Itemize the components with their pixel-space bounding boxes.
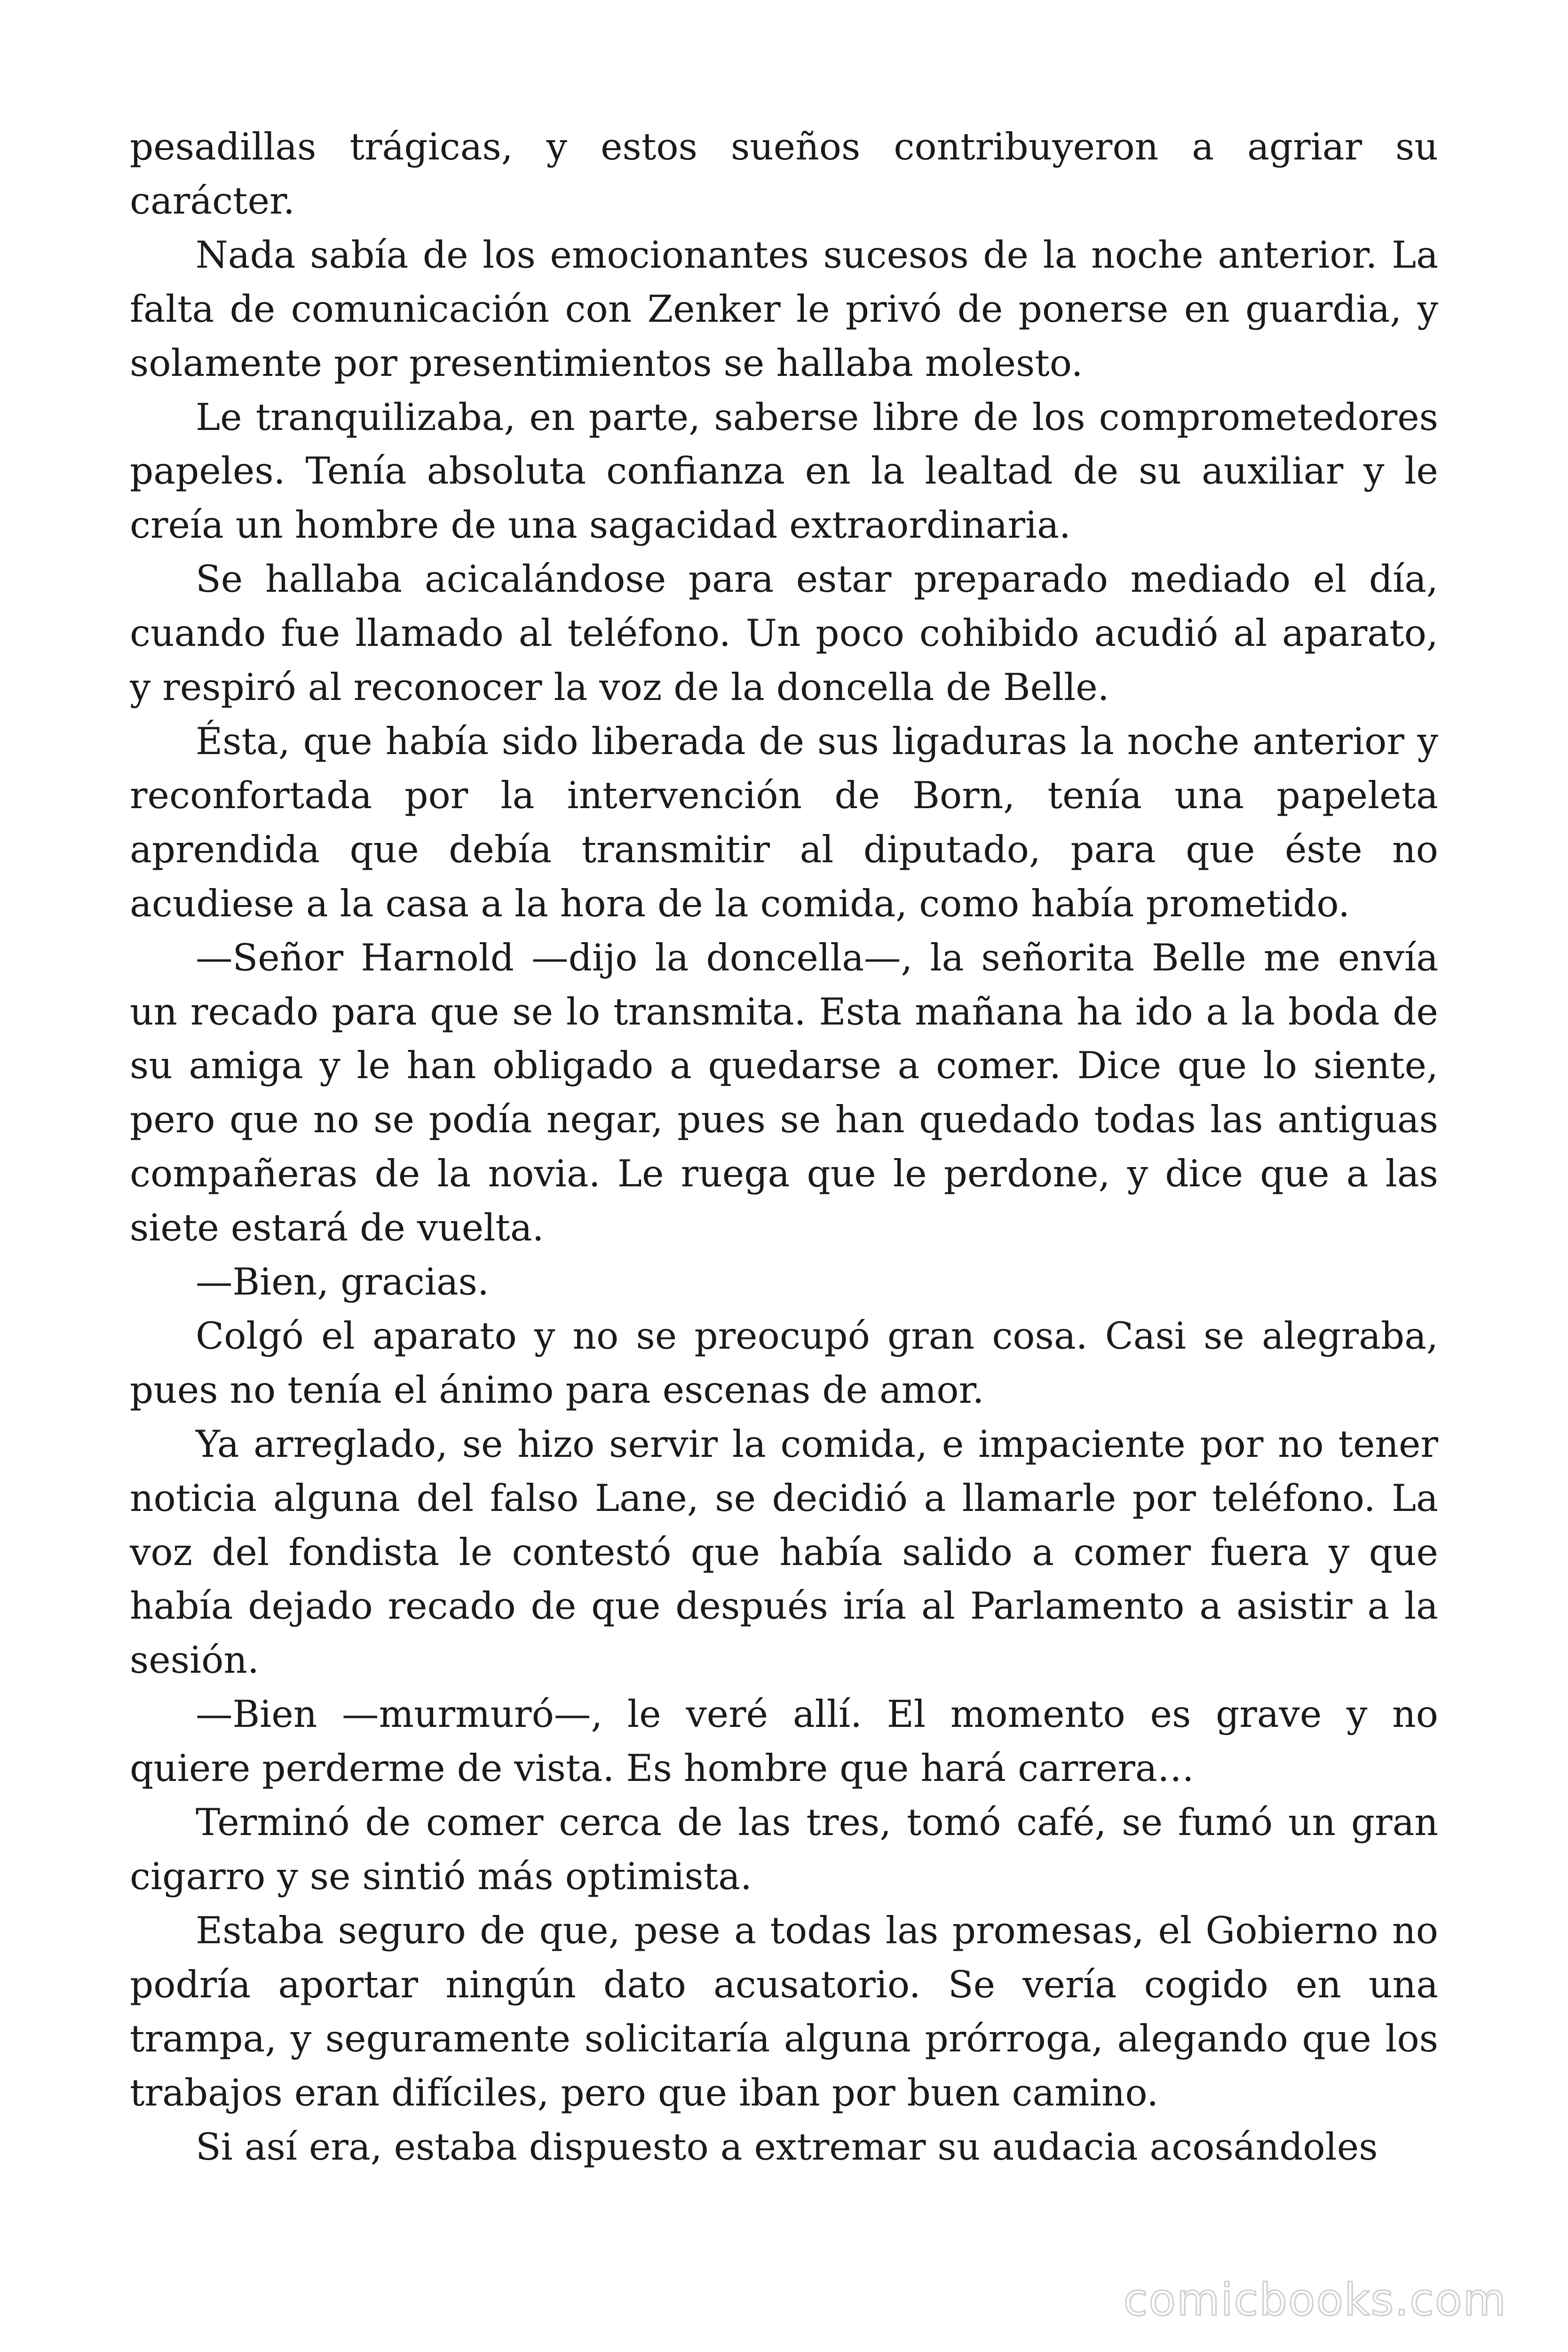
paragraph: Nada sabía de los emocionantes sucesos de la noche anterior. La falta de comunicación con Zenker le privó de ponerse en guardia, y solamente por presentimientos se hallaba molesto. (130, 233, 1438, 385)
paragraph-truncated: Si así era, estaba dispuesto a extremar su audacia acosándoles (196, 2125, 1378, 2169)
paragraph: Ya arreglado, se hizo servir la comida, e impaciente por no tener noticia alguna del falso Lane, se decidió a llamarle por teléfono. La voz del fondista le contestó que había salido a comer fuera y que había dejado recado de que después iría al Parlamento a asistir a la sesión. (130, 1422, 1438, 1682)
paragraph: Se hallaba acicalándose para estar preparado mediado el día, cuando fue llamado al teléfono. Un poco cohibido acudió al aparato, y respiró al reconocer la voz de la doncella de Belle. (130, 557, 1438, 709)
page-body (130, 120, 1438, 2174)
paragraph-continuation: pesadillas trágicas, y estos sueños contribuyeron a agriar su carácter. (130, 125, 1438, 222)
paragraph: Le tranquilizaba, en parte, saberse libre de los comprometedores papeles. Tenía absoluta confianza en la lealtad de su auxiliar y le creía un hombre de una sagacidad extraordinaria. (130, 395, 1438, 547)
paragraph: Colgó el aparato y no se preocupó gran cosa. Casi se alegraba, pues no tenía el ánimo para escenas de amor. (130, 1314, 1438, 1412)
dialogue-paragraph: —Señor Harnold —dijo la doncella—, la señorita Belle me envía un recado para que se lo transmita. Esta mañana ha ido a la boda de su amiga y le han obligado a quedarse a comer. Dice que lo siente, pero que no se podía negar, pues se han quedado todas las antiguas compañeras de la novia. Le ruega que le perdone, y dice que a las siete estará de vuelta. (130, 936, 1438, 1250)
dialogue-paragraph: —Bien —murmuró—, le veré allí. El momento es grave y no quiere perderme de vista. Es hombre que hará carrera… (130, 1692, 1438, 1790)
paragraph: Terminó de comer cerca de las tres, tomó café, se fumó un gran cigarro y se sintió más optimista. (130, 1801, 1438, 1898)
paragraph: Ésta, que había sido liberada de sus ligaduras la noche anterior y reconfortada por la intervención de Born, tenía una papeleta aprendida que debía transmitir al diputado, para que éste no acudiese a la casa a la hora de la comida, como había prometido. (130, 719, 1438, 925)
paragraph: Estaba seguro de que, pese a todas las promesas, el Gobierno no podría aportar ningún dato acusatorio. Se vería cogido en una trampa, y seguramente solicitaría alguna prórroga, alegando que los trabajos eran difíciles, pero que iban por buen camino. (130, 1908, 1438, 2114)
dialogue-paragraph: —Bien, gracias. (196, 1260, 489, 1304)
watermark-logo: comicbooks.com (1123, 2274, 1507, 2326)
